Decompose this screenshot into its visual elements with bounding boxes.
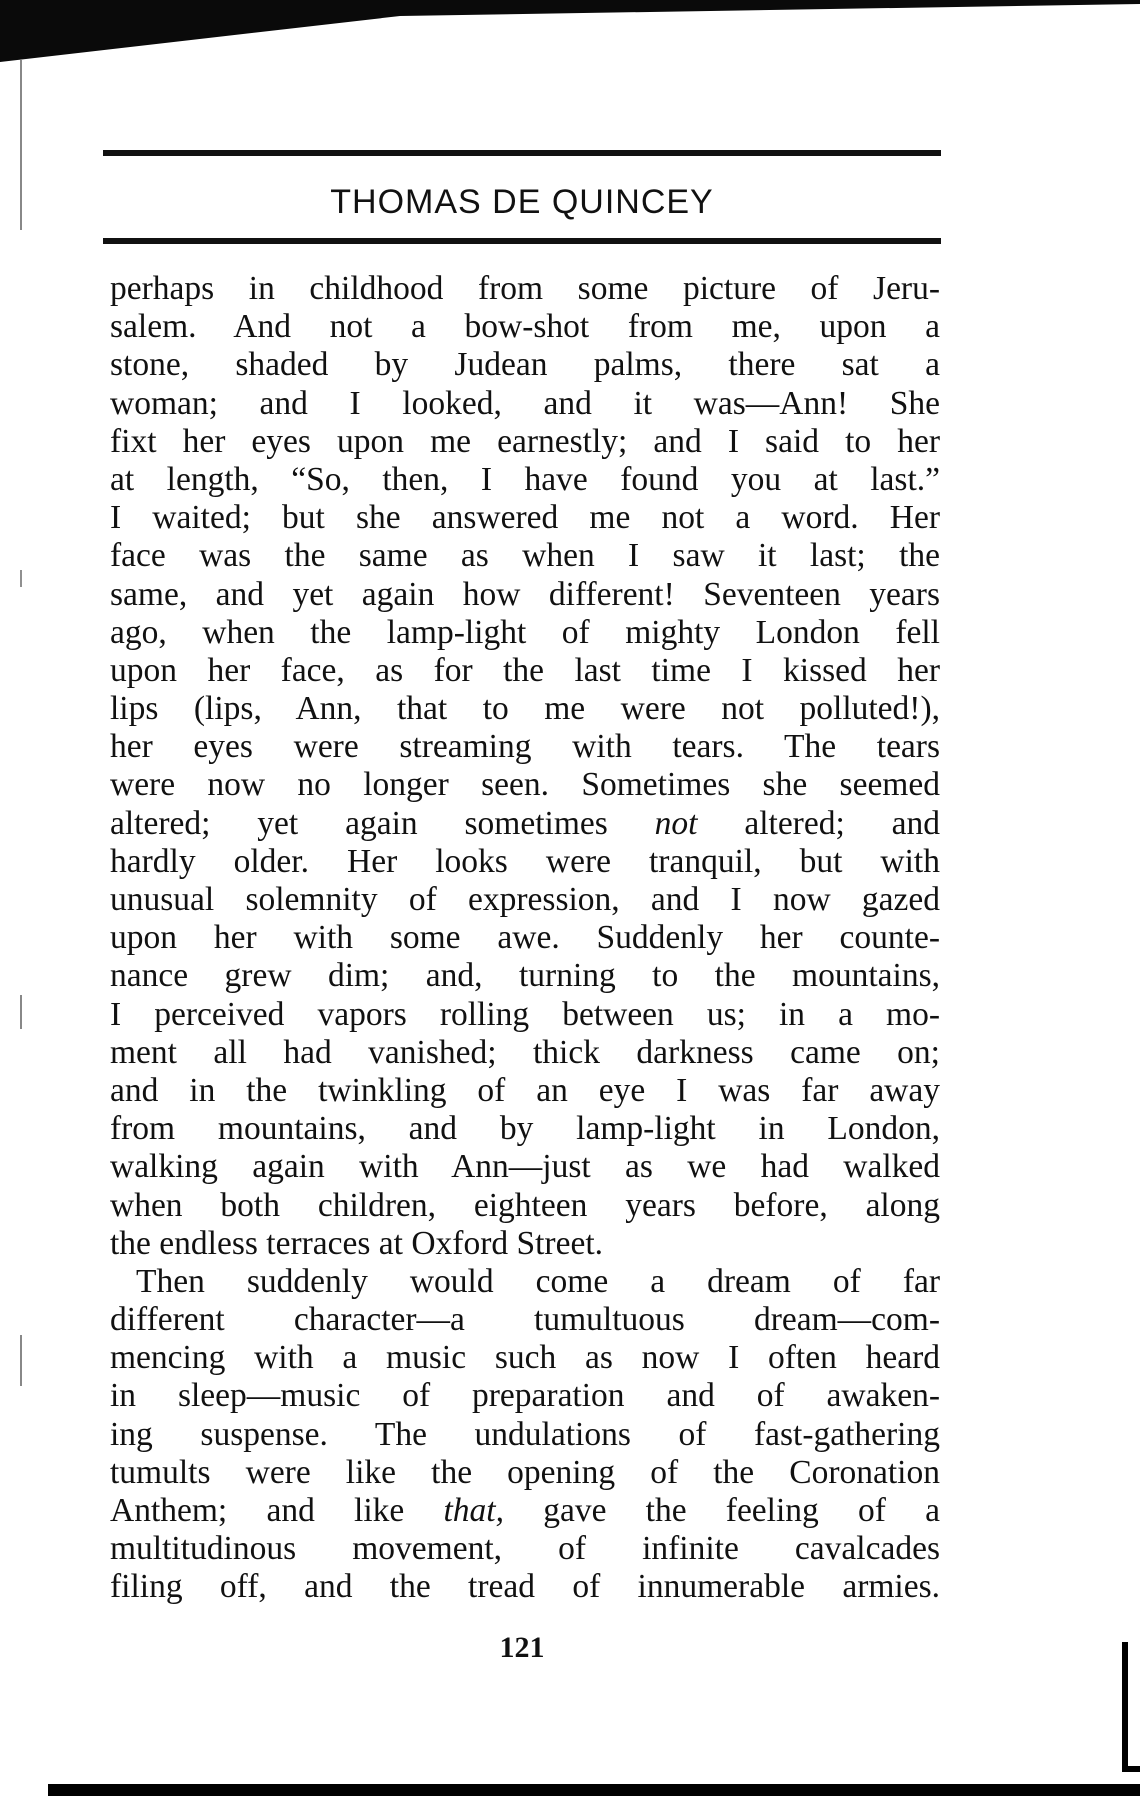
text-line: the endless terraces at Oxford Street. — [110, 1224, 603, 1262]
text-line: nance grew dim; and, turning to the mountains, — [110, 957, 940, 995]
header-rule-bottom — [103, 238, 941, 244]
text-line: Anthem; and like that, gave the feeling of a — [110, 1492, 940, 1529]
text-line: unusual solemnity of expression, and I now gazed — [110, 881, 940, 918]
text-line: different character—a tumultuous dream—com- — [110, 1301, 940, 1339]
text-line: perhaps in childhood from some picture of Jeru- — [110, 270, 940, 307]
text-line: ago, when the lamp-light of mighty London fell — [110, 613, 940, 651]
text-line: I perceived vapors rolling between us; in a mo- — [110, 995, 940, 1033]
text-line: same, and yet again how different! Seventeen years — [110, 575, 940, 613]
scan-margin-artifact — [20, 60, 22, 1760]
paragraph — [110, 1263, 940, 1607]
text-line: hardly older. Her looks were tranquil, but with — [110, 842, 940, 880]
header-rule-top — [103, 150, 941, 156]
text-line: face was the same as when I saw it last; the — [110, 537, 940, 575]
text-line: ing suspense. The undulations of fast-gathering — [110, 1415, 940, 1453]
text-line: upon her face, as for the last time I kissed her — [110, 651, 940, 689]
text-line: were now no longer seen. Sometimes she seemed — [110, 766, 940, 804]
text-line: tumults were like the opening of the Coronation — [110, 1453, 940, 1491]
text-line: stone, shaded by Judean palms, there sat a — [110, 346, 940, 384]
text-line: woman; and I looked, and it was—Ann! She — [110, 384, 940, 422]
scan-edge-artifact — [0, 0, 1140, 70]
text-line: fixt her eyes upon me earnestly; and I said to her — [110, 422, 940, 460]
scan-bottom-rule — [48, 1784, 1140, 1796]
text-line: when both children, eighteen years before, along — [110, 1186, 940, 1224]
running-head: THOMAS DE QUINCEY — [330, 183, 714, 221]
text-line: upon her with some awe. Suddenly her counte- — [110, 919, 940, 957]
text-line: multitudinous movement, of infinite cavalcades — [110, 1530, 940, 1568]
text-line: Then suddenly would come a dream of far — [136, 1262, 940, 1300]
text-line: salem. And not a bow-shot from me, upon a — [110, 308, 940, 346]
emphasis: that, — [443, 1492, 504, 1529]
scan-edge-artifact — [1122, 1766, 1140, 1772]
text-line: I waited; but she answered me not a word. Her — [110, 499, 940, 537]
text-line: her eyes were streaming with tears. The tears — [110, 728, 940, 766]
text-line: altered; yet again sometimes not altered; and — [110, 804, 940, 842]
emphasis: not — [654, 804, 698, 842]
text-line: walking again with Ann—just as we had walked — [110, 1148, 940, 1186]
text-line: ment all had vanished; thick darkness came on; — [110, 1033, 940, 1071]
text-line: in sleep—music of preparation and of awaken- — [110, 1377, 940, 1415]
text-line: and in the twinkling of an eye I was far away — [110, 1071, 940, 1109]
text-line: filing off, and the tread of innumerable armies. — [110, 1568, 940, 1606]
text-line: at length, “So, then, I have found you at last.” — [110, 460, 940, 498]
text-line: mencing with a music such as now I often heard — [110, 1339, 940, 1377]
paragraph — [110, 270, 940, 1263]
page-number: 121 — [499, 1631, 545, 1664]
text-line: from mountains, and by lamp-light in London, — [110, 1110, 940, 1148]
body-text — [110, 270, 940, 1607]
scan-edge-artifact — [1122, 1642, 1128, 1772]
text-line: lips (lips, Ann, that to me were not polluted!), — [110, 690, 940, 728]
